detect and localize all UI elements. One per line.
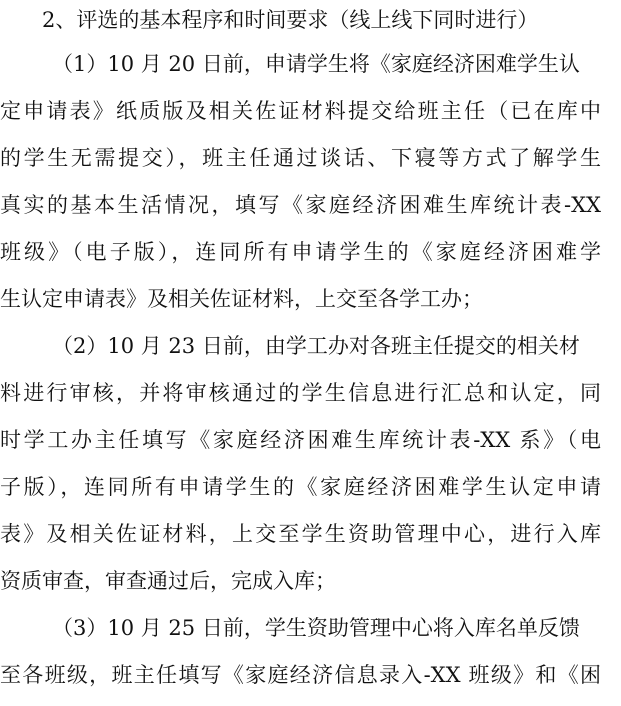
paragraph-line: 班级》（电子版），连同所有申请学生的《家庭经济困难学 — [0, 240, 601, 264]
paragraph-line: 表》及相关佐证材料，上交至学生资助管理中心，进行入库 — [0, 522, 601, 546]
paragraph-line: （3）10 月 25 日前，学生资助管理中心将入库名单反馈 — [52, 616, 580, 640]
paragraph-line: 真实的基本生活情况，填写《家庭经济困难生库统计表-XX — [0, 193, 601, 217]
paragraph-line: 时学工办主任填写《家庭经济困难生库统计表-XX 系》（电 — [0, 428, 601, 452]
paragraph-line: 定申请表》纸质版及相关佐证材料提交给班主任（已在库中 — [0, 99, 601, 123]
paragraph-line: 资质审查，审查通过后，完成入库； — [0, 569, 336, 593]
paragraph-line: 至各班级，班主任填写《家庭经济信息录入-XX 班级》和《困 — [0, 663, 601, 687]
section-heading: 2、评选的基本程序和时间要求（线上线下同时进行） — [42, 8, 539, 32]
paragraph-line: 子版），连同所有申请学生的《家庭经济困难学生认定申请 — [0, 475, 601, 499]
paragraph-line: （1）10 月 20 日前，申请学生将《家庭经济困难学生认 — [52, 52, 580, 76]
paragraph-line: 的学生无需提交），班主任通过谈话、下寝等方式了解学生 — [0, 146, 601, 170]
paragraph-line: 料进行审核，并将审核通过的学生信息进行汇总和认定，同 — [0, 381, 601, 405]
paragraph-line: （2）10 月 23 日前，由学工办对各班主任提交的相关材 — [52, 334, 580, 358]
paragraph-line: 生认定申请表》及相关佐证材料，上交至各学工办； — [0, 287, 483, 311]
